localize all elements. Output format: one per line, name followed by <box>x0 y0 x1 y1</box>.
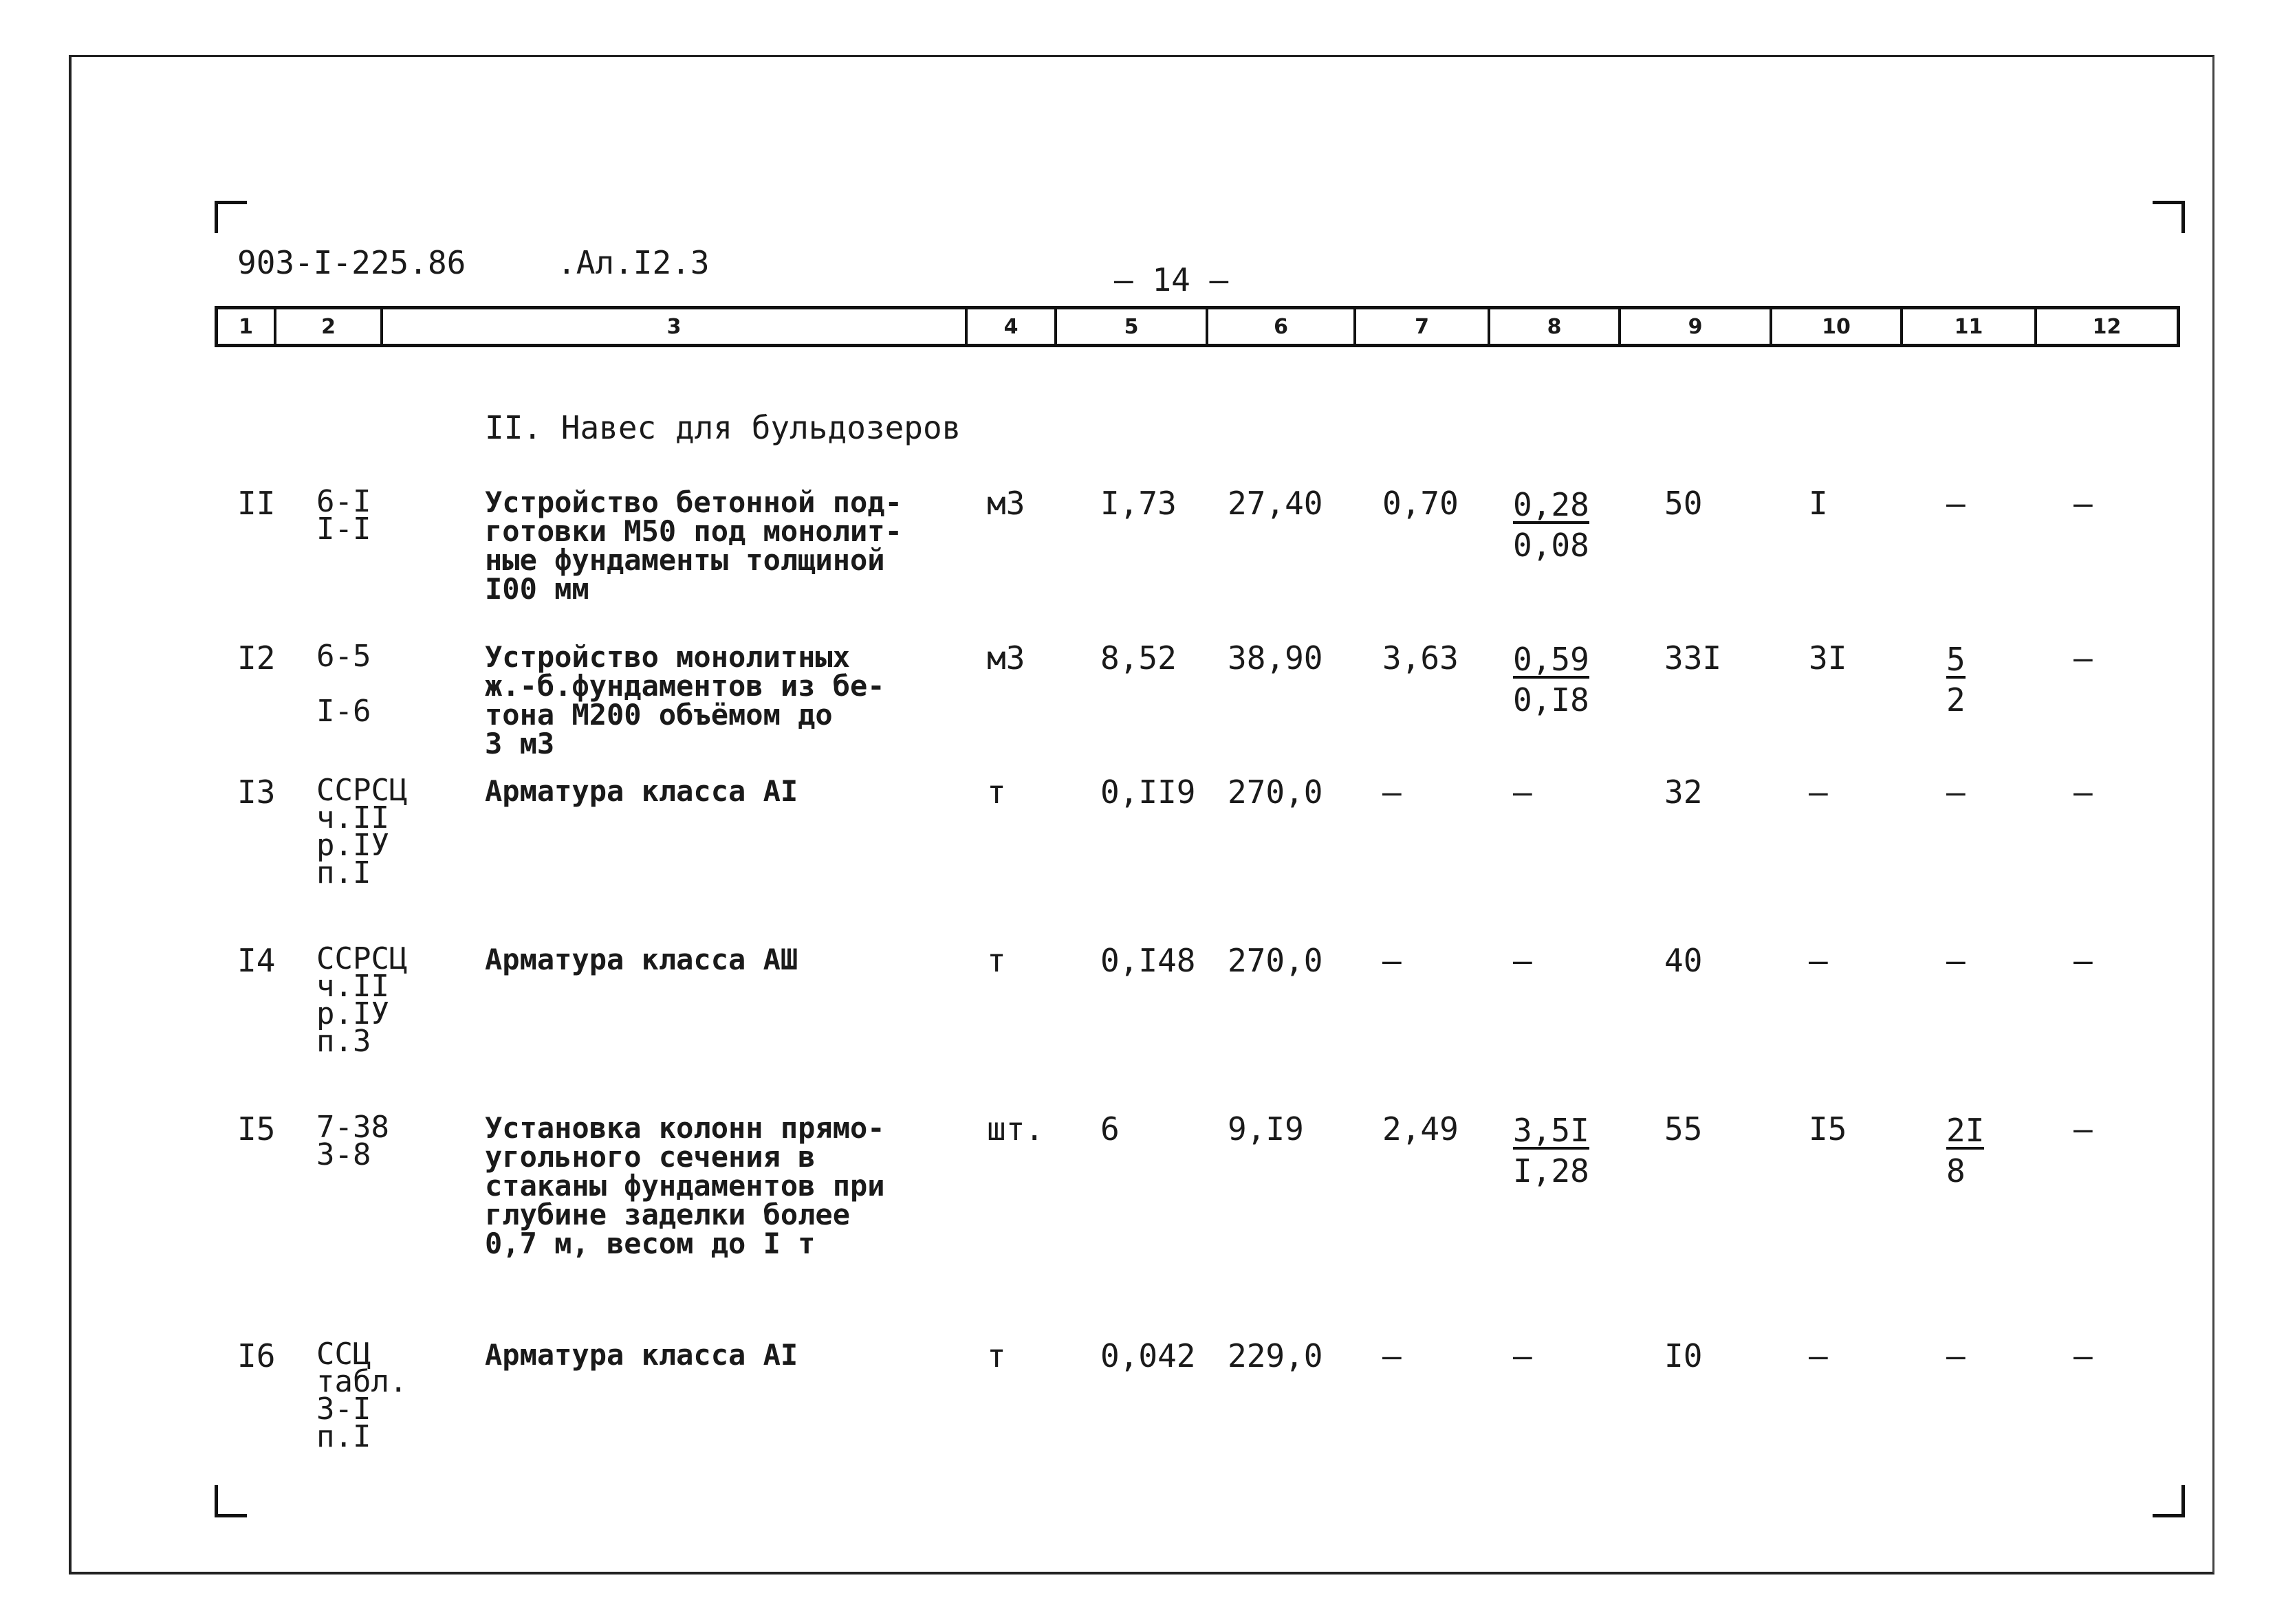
cost-col-11-numerator: – <box>1946 942 1966 979</box>
unit-of-measure: м3 <box>987 639 1025 677</box>
cost-col-8 <box>1513 488 1589 567</box>
cost-col-10: – <box>1809 942 1828 979</box>
cost-col-7: – <box>1382 1337 1402 1374</box>
cost-col-9: 32 <box>1664 773 1703 811</box>
column-header: 1 <box>218 309 276 344</box>
cost-col-10: – <box>1809 1337 1828 1374</box>
quantity: 0,II9 <box>1100 773 1196 811</box>
cost-col-9: 50 <box>1664 485 1703 522</box>
column-header: 7 <box>1356 309 1490 344</box>
norm-code: ССРСЦ ч.II р.IУ п.I <box>316 773 408 890</box>
cost-col-10: I5 <box>1809 1110 1847 1148</box>
cost-col-8-numerator: 0,59 <box>1513 641 1589 678</box>
unit-of-measure: шт. <box>987 1110 1045 1148</box>
cost-col-9: 40 <box>1664 942 1703 979</box>
cost-col-12: – <box>2073 639 2093 677</box>
corner-mark-top-right <box>2153 201 2185 233</box>
cost-col-11 <box>1946 643 1966 721</box>
column-header: 3 <box>383 309 968 344</box>
work-description: Установка колонн прямо- угольного сечения в стаканы фундаментов при глубине заделки более 0,7 м, весом до I т <box>485 1111 885 1260</box>
cost-col-8 <box>1513 773 1532 811</box>
cost-col-8-denominator: 0,I8 <box>1513 681 1589 718</box>
document-code: 903-I-225.86 <box>237 244 466 281</box>
quantity: 6 <box>1100 1110 1120 1148</box>
unit-cost: 9,I9 <box>1228 1110 1304 1148</box>
cost-col-8-numerator: – <box>1513 942 1532 979</box>
cost-col-11-numerator: – <box>1946 1337 1966 1374</box>
row-number: I2 <box>237 639 276 677</box>
cost-col-7: – <box>1382 942 1402 979</box>
cost-col-7: 3,63 <box>1382 639 1459 677</box>
cost-col-11-numerator: 2I <box>1946 1112 1985 1149</box>
row-number: I3 <box>237 773 276 811</box>
cost-col-8 <box>1513 1337 1532 1374</box>
cost-col-9: 55 <box>1664 1110 1703 1148</box>
cost-col-11-numerator: – <box>1946 485 1966 522</box>
unit-of-measure: т <box>987 773 1006 811</box>
column-header: 6 <box>1208 309 1356 344</box>
quantity: 0,042 <box>1100 1337 1196 1374</box>
cost-col-12: – <box>2073 1110 2093 1148</box>
column-header: 5 <box>1057 309 1208 344</box>
cost-col-7: 0,70 <box>1382 485 1459 522</box>
cost-col-8 <box>1513 643 1589 721</box>
cost-col-11-numerator: – <box>1946 773 1966 811</box>
cost-col-11 <box>1946 942 1966 979</box>
cost-col-7: – <box>1382 773 1402 811</box>
unit-of-measure: м3 <box>987 485 1025 522</box>
cost-col-11 <box>1946 485 1966 522</box>
cost-col-11 <box>1946 773 1966 811</box>
cost-col-11-denominator: 8 <box>1946 1152 1966 1189</box>
work-description: Арматура класса АШ <box>485 943 798 976</box>
sheet-reference: .Ал.I2.3 <box>557 244 710 281</box>
corner-mark-bottom-left <box>215 1485 247 1517</box>
cost-col-11 <box>1946 1114 1984 1192</box>
column-header: 12 <box>2092 314 2122 339</box>
cost-col-10: I <box>1809 485 1828 522</box>
cost-col-9: 33I <box>1664 639 1722 677</box>
work-description: Устройство монолитных ж.-б.фундаментов из бе- тона М200 объёмом до 3 м3 <box>485 640 885 760</box>
norm-code: ССЦ табл. 3-I п.I <box>316 1337 408 1454</box>
column-header: 8 <box>1490 309 1621 344</box>
cost-col-11 <box>1946 1337 1966 1374</box>
cost-col-9: I0 <box>1664 1337 1703 1374</box>
work-description: Арматура класса АI <box>485 1338 798 1372</box>
cost-col-8 <box>1513 942 1532 979</box>
row-number: I6 <box>237 1337 276 1374</box>
norm-code: 6-I I-I <box>316 484 371 547</box>
section-title: II. Навес для бульдозеров <box>485 409 961 446</box>
cost-col-8-numerator: 0,28 <box>1513 486 1589 523</box>
cost-col-12: – <box>2073 773 2093 811</box>
quantity: 8,52 <box>1100 639 1177 677</box>
corner-mark-top-left <box>215 201 247 233</box>
cost-col-8 <box>1513 1114 1589 1192</box>
cost-col-8-numerator: 3,5I <box>1513 1112 1589 1149</box>
column-header: 10 <box>1772 309 1903 344</box>
unit-of-measure: т <box>987 1337 1006 1374</box>
cost-col-12: – <box>2073 485 2093 522</box>
unit-cost: 27,40 <box>1228 485 1323 522</box>
cost-col-8-denominator: I,28 <box>1513 1152 1589 1189</box>
row-number: II <box>237 485 276 522</box>
corner-mark-bottom-right <box>2153 1485 2185 1517</box>
column-header: 11 <box>1903 309 2037 344</box>
column-header: 9 <box>1621 309 1772 344</box>
unit-cost: 270,0 <box>1228 942 1323 979</box>
cost-col-8-numerator: – <box>1513 773 1532 811</box>
unit-cost: 270,0 <box>1228 773 1323 811</box>
page-number: — 14 — <box>1114 261 1229 298</box>
norm-code: 7-38 3-8 <box>316 1110 389 1172</box>
work-description: Устройство бетонной под- готовки М50 под монолит- ные фундаменты толщиной I00 мм <box>485 485 902 606</box>
unit-of-measure: т <box>987 942 1006 979</box>
cost-col-12: – <box>2073 1337 2093 1374</box>
cost-col-12: – <box>2073 942 2093 979</box>
row-number: I5 <box>237 1110 276 1148</box>
column-header: 2 <box>276 309 383 344</box>
work-description: Арматура класса АI <box>485 774 798 808</box>
cost-col-10: 3I <box>1809 639 1847 677</box>
cost-col-10: – <box>1809 773 1828 811</box>
norm-code: ССРСЦ ч.II р.IУ п.3 <box>316 941 408 1059</box>
cost-col-7: 2,49 <box>1382 1110 1459 1148</box>
quantity: 0,I48 <box>1100 942 1196 979</box>
column-header: 4 <box>968 309 1057 344</box>
unit-cost: 229,0 <box>1228 1337 1323 1374</box>
row-number: I4 <box>237 942 276 979</box>
cost-col-11-numerator: 5 <box>1946 641 1966 678</box>
unit-cost: 38,90 <box>1228 639 1323 677</box>
quantity: I,73 <box>1100 485 1177 522</box>
cost-col-11-denominator: 2 <box>1946 681 1966 718</box>
column-header-row <box>215 306 2180 347</box>
cost-col-8-numerator: – <box>1513 1337 1532 1374</box>
norm-code: 6-5 I-6 <box>316 639 371 729</box>
cost-col-8-denominator: 0,08 <box>1513 527 1589 564</box>
